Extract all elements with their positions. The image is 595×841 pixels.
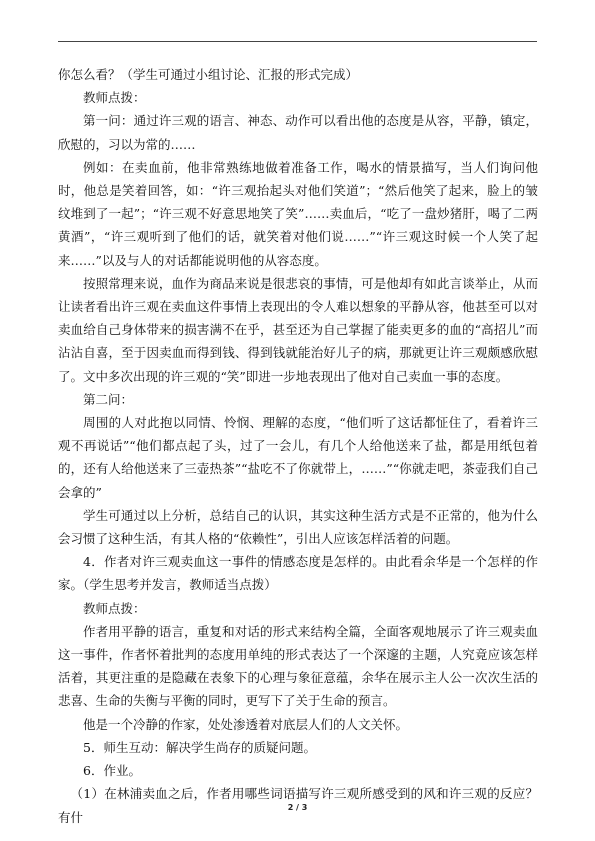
document-body: [58, 63, 538, 829]
paragraph-5: 按照常理来说，血作为商品来说是很悲哀的事情，可是他却有如此言谈举止，从而让读者看出许三观在卖血这件事情上表现出的令人难以想象的平静从容，他甚至可以对卖血给自己身体带来的损害满不在乎，甚至还为自己掌握了能卖更多的血的“高招儿”而沾沾自喜，至于因卖血而得到钱、得到钱就能治好儿子的病，那就更让许三观颇感欣慰了。文中多次出现的许三观的“笑”即进一步地表现出了他对自己卖血一事的态度。: [58, 275, 538, 384]
paragraph-1: 你怎么看？（学生可通过小组讨论、汇报的形式完成）: [58, 67, 359, 82]
paragraph-4: 例如：在卖血前，他非常熟练地做着准备工作，喝水的情景描写，当人们询问他时，他总是笑着回答，如：“许三观抬起头对他们笑道”；“然后他笑了起来，脸上的皱纹堆到了一起”；“许三观不好意思地笑了笑”……卖血后，“吃了一盘炒猪肝，喝了二两黄酒”，“许三观听到了他们的话，就笑着对他们说……”“许三观这时候一个人笑了起来……”以及与人的对话都能说明他的从容态度。: [58, 159, 538, 268]
paragraph-11: 作者用平静的语言，重复和对话的形式来结构全篇，全面客观地展示了许三观卖血这一事件，作者怀着批判的态度用单纯的形式表达了一个深邃的主题，人究竟应该怎样活着，其更注重的是隐藏在表象下的心理与象征意蕴，余华在展示主人公一次次生活的悲喜、生命的失衡与平衡的同时，更写下了关于生命的预言。: [58, 623, 538, 709]
paragraph-13: 5．师生互动：解决学生尚存的质疑问题。: [83, 739, 316, 755]
paragraph-10: 教师点拨：: [83, 600, 146, 616]
paragraph-8: 学生可通过以上分析，总结自己的认识，其实这种生活方式是不正常的，他为什么会习惯了这种生活，有其人格的“依赖性”，引出人应该怎样活着的问题。: [58, 507, 538, 547]
paragraph-6: 第二问：: [83, 391, 134, 407]
paragraph-12: 他是一个冷静的作家，处处渗透着对底层人们的人文关怀。: [83, 716, 409, 732]
paragraph-3: 第一问：通过许三观的语言、神态、动作可以看出他的态度是从容，平静，镇定，欣慰的，习以为常的……: [58, 113, 538, 152]
paragraph-9: 4．作者对许三观卖血这一事件的情感态度是怎样的。由此看余华是一个怎样的作家。（学生思考并发言，教师适当点拨）: [58, 554, 538, 593]
paragraph-15: （1）在林浦卖血之后，作者用哪些词语描写许三观所感受到的风和许三观的反应？有什: [58, 786, 538, 825]
paragraph-2: 教师点拨：: [83, 90, 146, 106]
paragraph-14: 6．作业。: [83, 763, 141, 779]
header-rule: [58, 41, 537, 42]
page-number: 2 / 3: [287, 803, 308, 812]
paragraph-7: 周围的人对此抱以同情、怜悯、理解的态度，“他们听了这话都怔住了，看着许三观不再说话”“他们都点起了头，过了一会儿，有几个人给他送来了盐，都是用纸包着的，还有人给他送来了三壶热茶”“盐吃不了你就带上，……”“你就走吧，茶壶我们自己会拿的”: [58, 415, 538, 500]
